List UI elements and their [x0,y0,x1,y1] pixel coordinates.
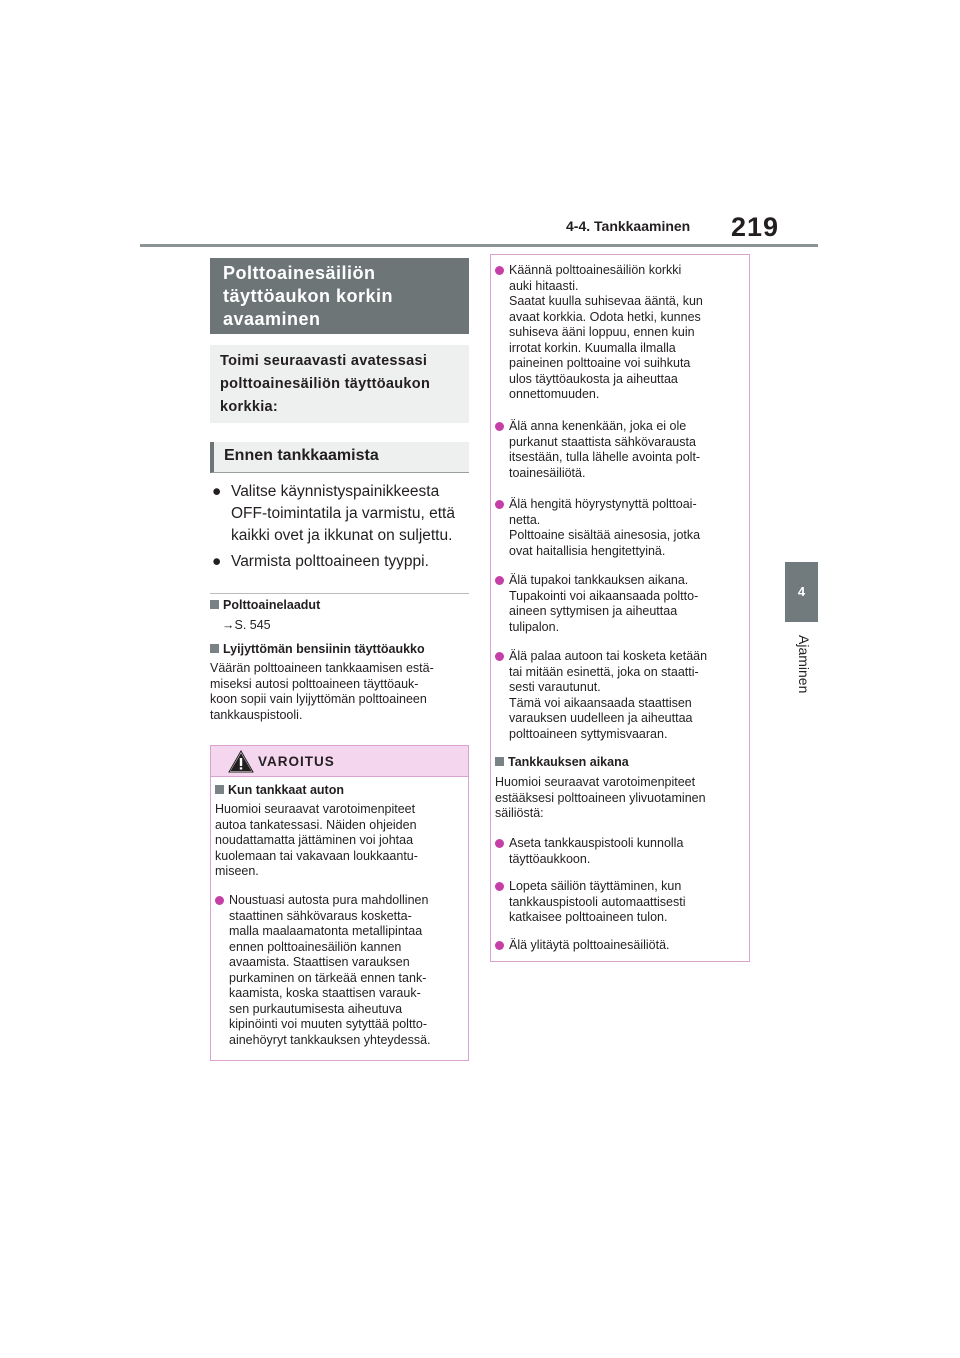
square-bullet-icon [495,757,504,766]
list-item: Lopeta säiliön täyttäminen, kun tankkauspistooli automaattisesti katkaisee polttoaineen tulon. [495,879,747,926]
warning-header [211,746,468,777]
warning-heading: Kun tankkaat auton [215,783,344,797]
list-item: ● Valitse käynnistyspainikkeesta OFF-toimintatila ja varmistu, että kaikki ovet ja ikkunat on suljettu. [212,483,455,544]
warning-triangle-icon [228,750,254,773]
chapter-tab: 4 [785,562,818,622]
header-rule [140,244,818,247]
bullet-dot-icon [495,839,504,848]
bullet-dot-icon [495,941,504,950]
list-item: Älä anna kenenkään, joka ei ole purkanut staattista sähkövarausta itsestään, tulla lähelle avointa polt- toainesäiliötä. [495,419,747,481]
square-bullet-icon [215,785,224,794]
bullet-dot-icon: ● [212,553,222,570]
bullet-dot-icon [495,422,504,431]
section-heading: Polttoainesäiliön täyttöaukon korkin avaaminen [210,258,469,334]
list-item: Älä hengitä höyrystynyttä polttoai- netta. Polttoaine sisältää ainesosia, jotka ovat haitallisia hengitettyinä. [495,497,747,559]
note-text: Väärän polttoaineen tankkaamisen estä- miseksi autosi polttoaineen täyttöauk- koon sopii vain lyijyttömän polttoaineen tankkauspistooli. [210,661,434,722]
bullet-dot-icon [495,500,504,509]
bullet-dot-icon [215,896,224,905]
warning-box [210,745,469,1061]
square-bullet-icon [210,644,219,653]
page-reference: →S. 545 [222,618,271,632]
list-item: Aseta tankkauspistooli kunnolla täyttöaukkoon. [495,836,747,867]
bullet-dot-icon [495,576,504,585]
note-heading: Polttoainelaadut [210,598,320,612]
note-heading: Lyijyttömän bensiinin täyttöaukko [210,642,425,656]
list-item: ● Varmista polttoaineen tyyppi. [212,551,474,573]
list-item: Käännä polttoainesäiliön korkki auki hitaasti. Saatat kuulla suhisevaa ääntä, kun avaat korkkia. Odota hetki, kunnes suhiseva ääni loppuu, ennen kuin irrotat korkin. Kuumalla ilmalla paineinen polttoaine voi suihkuta ulos täyttöaukosta ja aiheuttaa onnettomuuden. [495,263,747,403]
list-item: Älä ylitäytä polttoainesäiliötä. [495,938,747,954]
bullet-dot-icon [495,266,504,275]
warning-title: VAROITUS [258,754,335,769]
warning-heading: Tankkauksen aikana [495,755,629,769]
intro-text: Toimi seuraavasti avatessasi polttoainesäiliön täyttöaukon korkkia: [210,345,469,423]
bullet-dot-icon [495,652,504,661]
divider [210,593,469,594]
section-title: 4-4. Tankkaaminen [566,218,691,234]
warning-box-continued [490,254,750,962]
list-item: Älä tupakoi tankkauksen aikana. Tupakointi voi aikaansaada poltto- aineen syttymisen ja aiheuttaa tulipalon. [495,573,747,635]
subheading: Ennen tankkaamista [210,442,469,473]
page-number: 219 [731,212,780,242]
square-bullet-icon [210,600,219,609]
warning-text: Huomioi seuraavat varotoimenpiteet estääksesi polttoaineen ylivuotaminen säiliöstä: [495,775,706,820]
list-item: Noustuasi autosta pura mahdollinen staattinen sähkövaraus kosketta- malla maalaamatonta metallipintaa ennen polttoainesäiliön kannen avaamista. Staattisen varauksen purkaminen on tärkeää ennen tank- kaamista, koska staattisen varauk- sen purkautumisesta aiheutuva kipinöinti voi muuten sytyttää poltto- ainehöyryt tankkauksen yhteydessä. [215,893,467,1048]
bullet-dot-icon [495,882,504,891]
list-item: Älä palaa autoon tai kosketa ketään tai mitään esinettä, joka on staatti- sesti varautunut. Tämä voi aikaansaada staattisen varauksen uudelleen ja aiheuttaa polttoaineen syttymisvaaran. [495,649,747,742]
warning-text: Huomioi seuraavat varotoimenpiteet autoa tankatessasi. Näiden ohjeiden noudattamatta jättäminen voi johtaa kuolemaan tai vakavaan loukkaantu- miseen. [215,802,418,878]
bullet-dot-icon: ● [212,483,222,500]
chapter-label: Ajaminen [796,635,812,694]
